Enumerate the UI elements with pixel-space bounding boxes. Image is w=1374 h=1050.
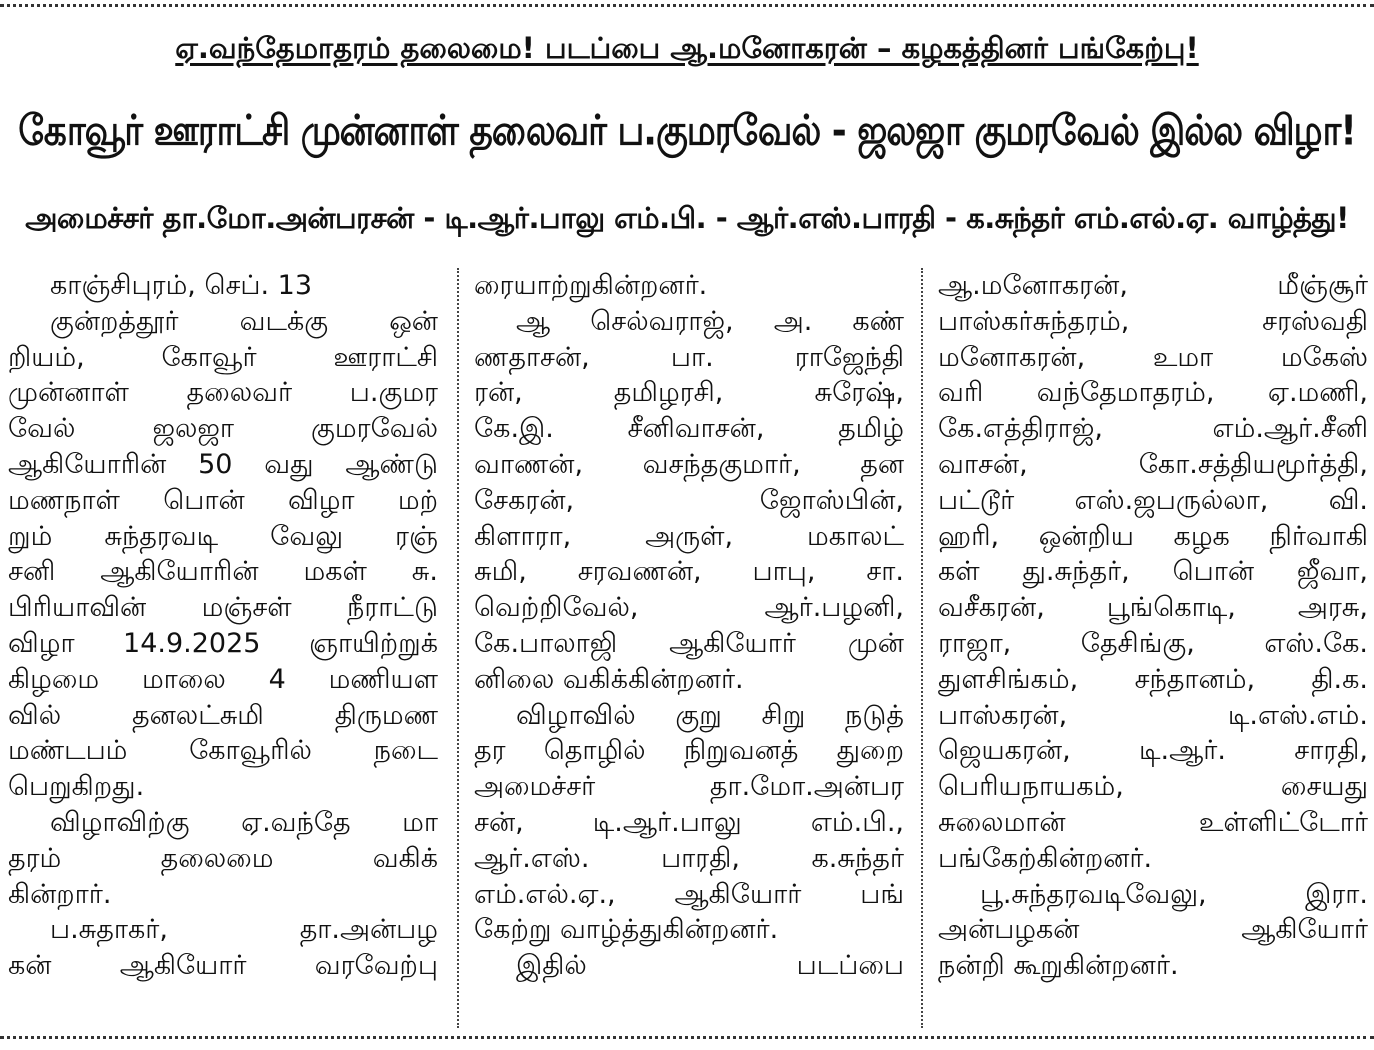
text-line: ரையாற்றுகின்றனர். [474,270,708,301]
text-line: எம்.எல்.ஏ., ஆகியோர் பங் [474,878,904,910]
text-line: வசீகரன், பூங்கொடி, அரசு, [938,592,1368,624]
text-line: துளசிங்கம், சந்தானம், தி.க. [938,663,1368,695]
text-line: விழாவில் குறு சிறு நடுத் [516,699,904,731]
text-line: குன்றத்தூர் வடக்கு ஒன் [50,305,438,337]
text-line: வெற்றிவேல், ஆர்.பழனி, [474,592,904,624]
text-line: ஆகியோரின் 50 வது ஆண்டு [8,448,438,480]
text-line: கே.பாலாஜி ஆகியோர் முன் [474,627,904,659]
text-line: பங்கேற்கின்றனர். [938,842,1153,874]
text-line: விழா 14.9.2025 ஞாயிற்றுக் [8,627,438,659]
text-line: ணதாசன், பா. ராஜேந்தி [474,341,904,373]
text-line: மனோகரன், உமா மகேஸ் [938,341,1368,373]
article-column-2 [474,268,904,1028]
text-line: ஜெயகரன், டி.ஆர். சாரதி, [938,735,1368,767]
text-line: சனி ஆகியோரின் மகள் சு. [8,556,438,588]
text-line: தர தொழில் நிறுவனத் துறை [474,735,904,767]
text-line: றியம், கோவூர் ஊராட்சி [8,341,438,373]
text-line: பாஸ்கரன், டி.எஸ்.எம். [938,699,1368,731]
text-line: மணநாள் பொன் விழா மற் [8,484,438,516]
text-line: சுலைமான் உள்ளிட்டோர் [938,806,1368,838]
text-line: பாஸ்கர்சுந்தரம், சரஸ்வதி [938,305,1368,337]
text-line: சுமி, சரவணன், பாபு, சா. [474,556,904,588]
bottom-dotted-rule [0,1036,1374,1039]
text-line: கிளாரா, அருள், மகாலட் [474,520,904,552]
text-line: மண்டபம் கோவூரில் நடை [8,735,438,767]
text-line: அமைச்சர் தா.மோ.அன்பர [474,771,904,803]
column-divider [457,268,459,1028]
text-line: கன் ஆகியோர் வரவேற்பு [8,950,438,982]
text-line: ஆ.மனோகரன், மீஞ்சூர் [938,270,1368,301]
text-line: தரம் தலைமை வகிக் [8,842,438,874]
text-line: ஹரி, ஒன்றிய கழக நிர்வாகி [938,520,1368,552]
text-line: அன்பழகன் ஆகியோர் [938,914,1368,946]
text-line: சேகரன், ஜோஸ்பின், [474,484,904,516]
text-line: வேல் ஜலஜா குமரவேல் [8,413,438,445]
dateline: காஞ்சிபுரம், செப். 13 [50,270,313,301]
text-line: கின்றார். [8,878,112,910]
text-line: சன், டி.ஆர்.பாலு எம்.பி., [474,806,904,838]
text-line: வாணன், வசந்தகுமார், தன [474,448,904,480]
text-line: விழாவிற்கு ஏ.வந்தே மா [50,806,438,838]
article-column-1 [8,268,438,1028]
headline: கோவூர் ஊராட்சி முன்னாள் தலைவர் ப.குமரவேல் - ஜலஜா குமரவேல் இல்ல விழா! [18,107,1356,155]
text-line: வில் தனலட்சுமி திருமண [8,699,438,731]
text-line: நன்றி கூறுகின்றனர். [938,950,1179,982]
text-line: கிழமை மாலை 4 மணியள [8,663,438,695]
subheadline: அமைச்சர் தா.மோ.அன்பரசன் - டி.ஆர்.பாலு எம்.பி. - ஆர்.எஸ்.பாரதி - க.சுந்தர் எம்.எல்.ஏ. வாழ்த்து! [25,201,1349,235]
text-line: ரன், தமிழரசி, சுரேஷ், [474,377,904,409]
kicker-line [0,26,1374,70]
text-line: னிலை வகிக்கின்றனர். [474,663,744,695]
text-line: பிரியாவின் மஞ்சள் நீராட்டு [8,592,438,624]
text-line: ஆர்.எஸ். பாரதி, க.சுந்தர் [474,842,904,874]
text-line: பட்டூர் எஸ்.ஜபருல்லா, வி. [938,484,1368,516]
text-line: கே.இ. சீனிவாசன், தமிழ் [474,413,904,445]
top-dotted-rule [0,4,1374,7]
text-line: வாசன், கோ.சத்தியமூர்த்தி, [938,448,1368,480]
text-line: பெறுகிறது. [8,771,145,803]
text-line: ராஜா, தேசிங்கு, எஸ்.கே. [938,627,1368,659]
text-line: கேற்று வாழ்த்துகின்றனர். [474,914,779,946]
text-line: வரி வந்தேமாதரம், ஏ.மணி, [938,377,1368,409]
text-line: கள் து.சுந்தர், பொன் ஜீவா, [938,556,1368,588]
text-line: றும் சுந்தரவடி வேலு ரஞ் [8,520,438,552]
text-line: இதில் படப்பை [516,950,904,982]
text-line: கே.எத்திராஜ், எம்.ஆர்.சீனி [938,413,1368,445]
kicker-text: ஏ.வந்தேமாதரம் தலைமை! படப்பை ஆ.மனோகரன் – கழகத்தினர் பங்கேற்பு! [175,31,1199,65]
article-column-3 [938,268,1368,1028]
text-line: ப.சுதாகர், தா.அன்பழ [50,914,438,946]
text-line: பூ.சுந்தரவடிவேலு, இரா. [980,878,1368,910]
text-line: பெரியநாயகம், சையது [938,771,1368,803]
text-line: முன்னாள் தலைவர் ப.குமர [8,377,438,409]
text-line: ஆ செல்வராஜ், அ. கண் [516,305,904,337]
column-divider [921,268,923,1028]
